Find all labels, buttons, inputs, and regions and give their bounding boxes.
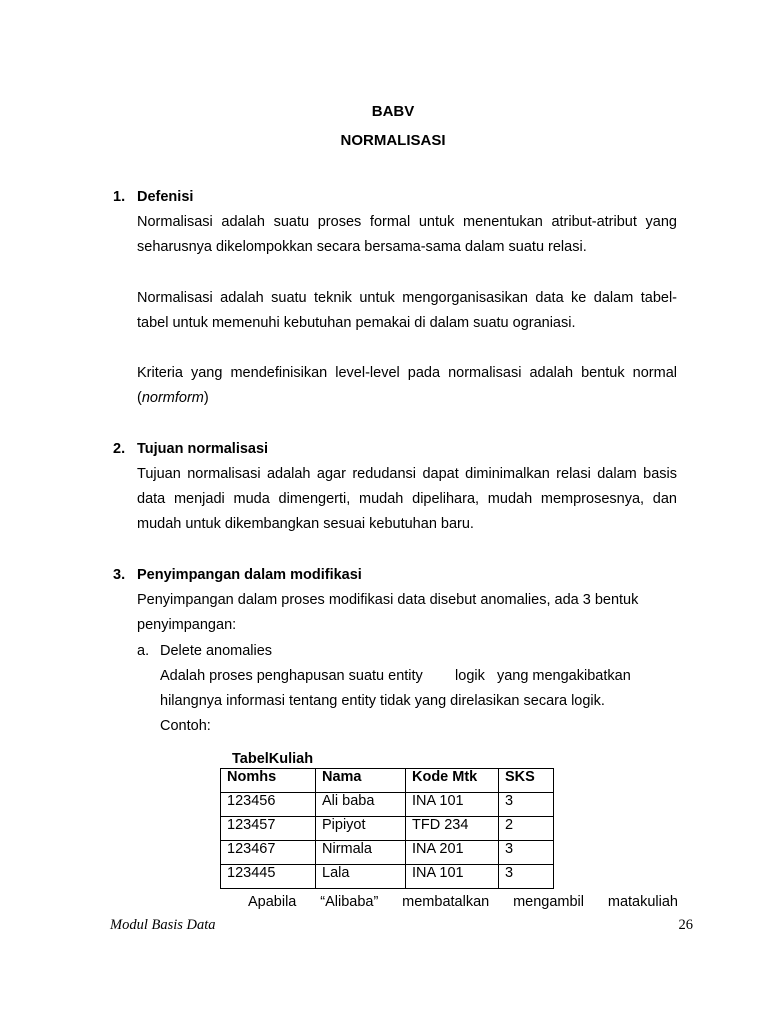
header-nomhs: Nomhs — [221, 769, 316, 793]
section-3-heading: Penyimpangan dalam modifikasi — [137, 567, 362, 583]
cell-sks: 2 — [499, 817, 554, 841]
section-3-paragraph: Penyimpangan dalam proses modifikasi data disebut anomalies, ada 3 bentuk penyimpangan: — [137, 592, 639, 633]
footer-module-title: Modul Basis Data — [110, 917, 216, 933]
cell-nomhs: 123467 — [221, 841, 316, 865]
section-2-number: 2. — [113, 441, 126, 457]
cell-nomhs: 123456 — [221, 793, 316, 817]
kuliah-table — [220, 768, 554, 889]
cell-kode-mtk: TFD 234 — [406, 817, 499, 841]
cell-kode-mtk: INA 201 — [406, 841, 499, 865]
normform-term: normform — [141, 390, 204, 406]
page-title: NORMALISASI — [340, 132, 446, 149]
cell-sks: 3 — [499, 793, 554, 817]
section-2-paragraph: Tujuan normalisasi adalah agar redudansi dapat diminimalkan relasi dalam basis data menjadi muda dimengerti, mudah dipelihara, mudah memprosesnya, dan mudah untuk dikembangkan sesuai kebutuhan baru. — [137, 466, 677, 532]
section-1-paragraph-3 — [137, 361, 677, 411]
cell-kode-mtk: INA 101 — [406, 793, 499, 817]
section-1-number: 1. — [113, 189, 126, 205]
table-header-row — [221, 769, 554, 793]
table-title: TabelKuliah — [232, 751, 314, 767]
cell-nama: Lala — [316, 865, 406, 889]
section-2-heading: Tujuan normalisasi — [137, 441, 269, 457]
table-row — [221, 865, 554, 889]
header-kode-mtk: Kode Mtk — [406, 769, 499, 793]
cell-sks: 3 — [499, 841, 554, 865]
chapter-label: BABV — [371, 103, 415, 120]
header-sks: SKS — [499, 769, 554, 793]
cell-sks: 3 — [499, 865, 554, 889]
table-row — [221, 841, 554, 865]
subsection-a-line-3: Contoh: — [160, 718, 211, 734]
subsection-a-line-1: Adalah proses penghapusan suatu entity logik yang mengakibatkan — [160, 668, 631, 684]
section-3-number: 3. — [113, 567, 126, 583]
section-1-paragraph-1: Normalisasi adalah suatu proses formal untuk menentukan atribut-atribut yang seharusnya dikelompokkan secara bersama-sama dalam suatu relasi. — [137, 214, 677, 255]
paragraph-3-close: ) — [203, 390, 209, 406]
cell-nama: Nirmala — [316, 841, 406, 865]
table-row — [221, 817, 554, 841]
continuation-text: Apabila “Alibaba” membatalkan mengambil matakuliah — [248, 894, 678, 910]
subsection-a-letter: a. — [137, 643, 150, 659]
cell-nama: Pipiyot — [316, 817, 406, 841]
section-1-paragraph-2: Normalisasi adalah suatu teknik untuk mengorganisasikan data ke dalam tabel-tabel untuk memenuhi kebutuhan pemakai di dalam suatu ograniasi. — [137, 290, 677, 331]
cell-nama: Ali baba — [316, 793, 406, 817]
table-row — [221, 793, 554, 817]
page-number: 26 — [678, 917, 693, 933]
subsection-a-line-2: hilangnya informasi tentang entity tidak yang direlasikan secara logik. — [160, 693, 605, 709]
section-1-heading: Defenisi — [137, 189, 194, 205]
cell-kode-mtk: INA 101 — [406, 865, 499, 889]
paragraph-3-text: Kriteria yang mendefinisikan level-level pada normalisasi adalah bentuk normal ( — [137, 365, 677, 406]
subsection-a-heading: Delete anomalies — [160, 643, 273, 659]
header-nama: Nama — [316, 769, 406, 793]
cell-nomhs: 123457 — [221, 817, 316, 841]
cell-nomhs: 123445 — [221, 865, 316, 889]
